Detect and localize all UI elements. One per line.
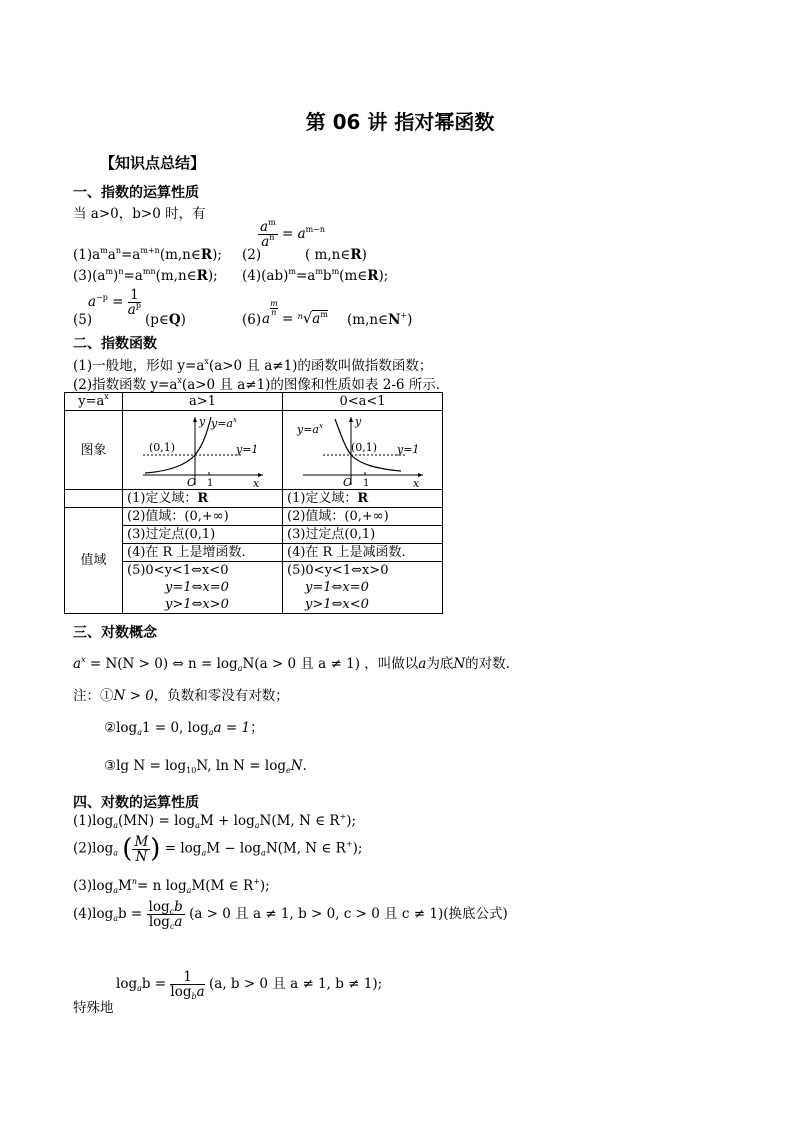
note-2: $②\log_a1 = 0$, $\log_aa = 1$； — [104, 720, 264, 737]
table-header-a-lt-1: 0<a<1 — [283, 393, 443, 411]
page-title: 第 06 讲 指对幂函数 — [305, 110, 495, 134]
log-rule-4-change-of-base: $(4)\log_ab$ = $\frac{\log_cb}{\log_ca}$ (a > 0 且 a ≠ 1, b > 0, c > 0 且 c ≠ 1)(换底公式) — [73, 899, 508, 931]
special-label: 特殊地 — [73, 1000, 114, 1016]
table-header-function: $y=a^x$ — [65, 393, 123, 411]
left-properties: (2)值域：(0,+∞) (3)过定点(0,1) (4)在 R 上是增函数. (5)0<y<1⇔x<0 y=1⇔x=0 y>1⇔x>0 — [123, 508, 283, 614]
summary-heading: 【知识点总结】 — [100, 154, 206, 172]
row-label-range: 值域 — [65, 508, 123, 614]
svg-text:1: 1 — [206, 478, 213, 487]
rule-4: $(4)(ab)^m=a^mb^m(m\in R)$; — [242, 267, 389, 284]
svg-text:(0,1): (0,1) — [148, 441, 175, 454]
note-3: ③lg $N = \log_{10}N$, $\ln N = \log_eN$. — [104, 758, 307, 775]
table-intro-line: (2)指数函数 $y=a^x(a>0$ 且 a≠1)的图像和性质如表 2-6 所示. — [73, 376, 441, 393]
svg-text:x: x — [252, 477, 259, 487]
exponential-function-table — [64, 392, 443, 614]
svg-text:x: x — [412, 477, 419, 487]
svg-text:y: y — [354, 415, 361, 428]
rule-1: $(1)a^ma^n=a^{m+n}(m,n\in R)$; — [73, 246, 222, 263]
section-heading-log-concept: 三、对数概念 — [73, 625, 157, 641]
svg-text:y: y — [198, 415, 205, 428]
rule-6-formula: a $\frac{m}{n}$ = $^n√a^m$ — [262, 299, 328, 327]
section-heading-log-rules: 四、对数的运算性质 — [73, 795, 199, 811]
graph-increasing — [123, 411, 283, 490]
svg-text:y=1: y=1 — [396, 443, 419, 456]
row-label-graph: 图象 — [65, 411, 123, 490]
section-heading-exponent-rules: 一、指数的运算性质 — [73, 185, 199, 201]
log-definition: $a^x = N(N > 0)$ ⇔ $n = \log_aN(a > 0$ 且 a ≠ 1) ，叫做以a为底N的对数. — [73, 655, 510, 673]
svg-text:(0,1): (0,1) — [350, 441, 377, 454]
rule-6-label: (6) — [242, 312, 262, 328]
rule-5-condition: (p∈Q) — [145, 312, 186, 328]
log-rule-2: $(2)\log_a$ ( $\frac{M}{N}$ ) = $\log_aM - \log_aN(M$, N ∈ R+); — [73, 833, 363, 865]
decreasing-graph-svg — [293, 413, 433, 487]
rule-2-condition: ( m,n∈R) — [305, 247, 367, 263]
rule-6-condition: (m,n∈N+) — [347, 311, 413, 328]
svg-text:O: O — [342, 476, 352, 487]
section-heading-exponential-function: 二、指数函数 — [73, 336, 157, 352]
condition-text: 当 a>0，b>0 时，有 — [73, 206, 206, 222]
log-special-case: $\log_ab$ = $\frac{1}{\log_ba}$ (a, b > 0 且 a ≠ 1, b ≠ 1); — [116, 969, 383, 1001]
svg-text:y=ax: $y=a^x$ — [210, 416, 237, 430]
graph-decreasing — [283, 411, 443, 490]
svg-text:O: O — [186, 476, 196, 487]
rule-5-label: (5) — [73, 312, 93, 328]
svg-text:1: 1 — [362, 478, 369, 487]
rule-5-formula: $a^{-p}$ = $\frac{1}{a^p}$ — [88, 287, 141, 318]
left-domain: (1)定义域：R — [123, 490, 283, 508]
rule-2-label: (2) — [242, 247, 262, 263]
definition-line: (1)一般地，形如 $y=a^x(a>0$ 且 a≠1)的函数叫做指数函数； — [73, 357, 433, 374]
svg-text:y=ax: $y=a^x$ — [296, 422, 323, 436]
svg-text:y=1: y=1 — [235, 443, 258, 456]
rule-3: $(3)(a^m)^n=a^{mn}(m,n\in R)$; — [73, 267, 218, 284]
table-header-a-gt-1: a>1 — [123, 393, 283, 411]
right-domain: (1)定义域：R — [283, 490, 443, 508]
note-1: 注：①N > 0，负数和零没有对数； — [73, 688, 289, 704]
rule-2-formula: $\frac{a^m}{a^n}$ = $a^{m-n}$ — [260, 218, 326, 250]
log-rule-3: $(3)\log_aM^n= n$ $\log_aM(M$ ∈ R+); — [73, 877, 270, 895]
log-rule-1: $(1)\log_a(MN) = \log_aM + \log_aN(M$, N ∈ R+); — [73, 812, 357, 830]
increasing-graph-svg — [133, 413, 273, 487]
right-properties: (2)值域：(0,+∞) (3)过定点(0,1) (4)在 R 上是减函数. (5)0<y<1⇔x>0 y=1⇔x=0 y>1⇔x<0 — [283, 508, 443, 614]
